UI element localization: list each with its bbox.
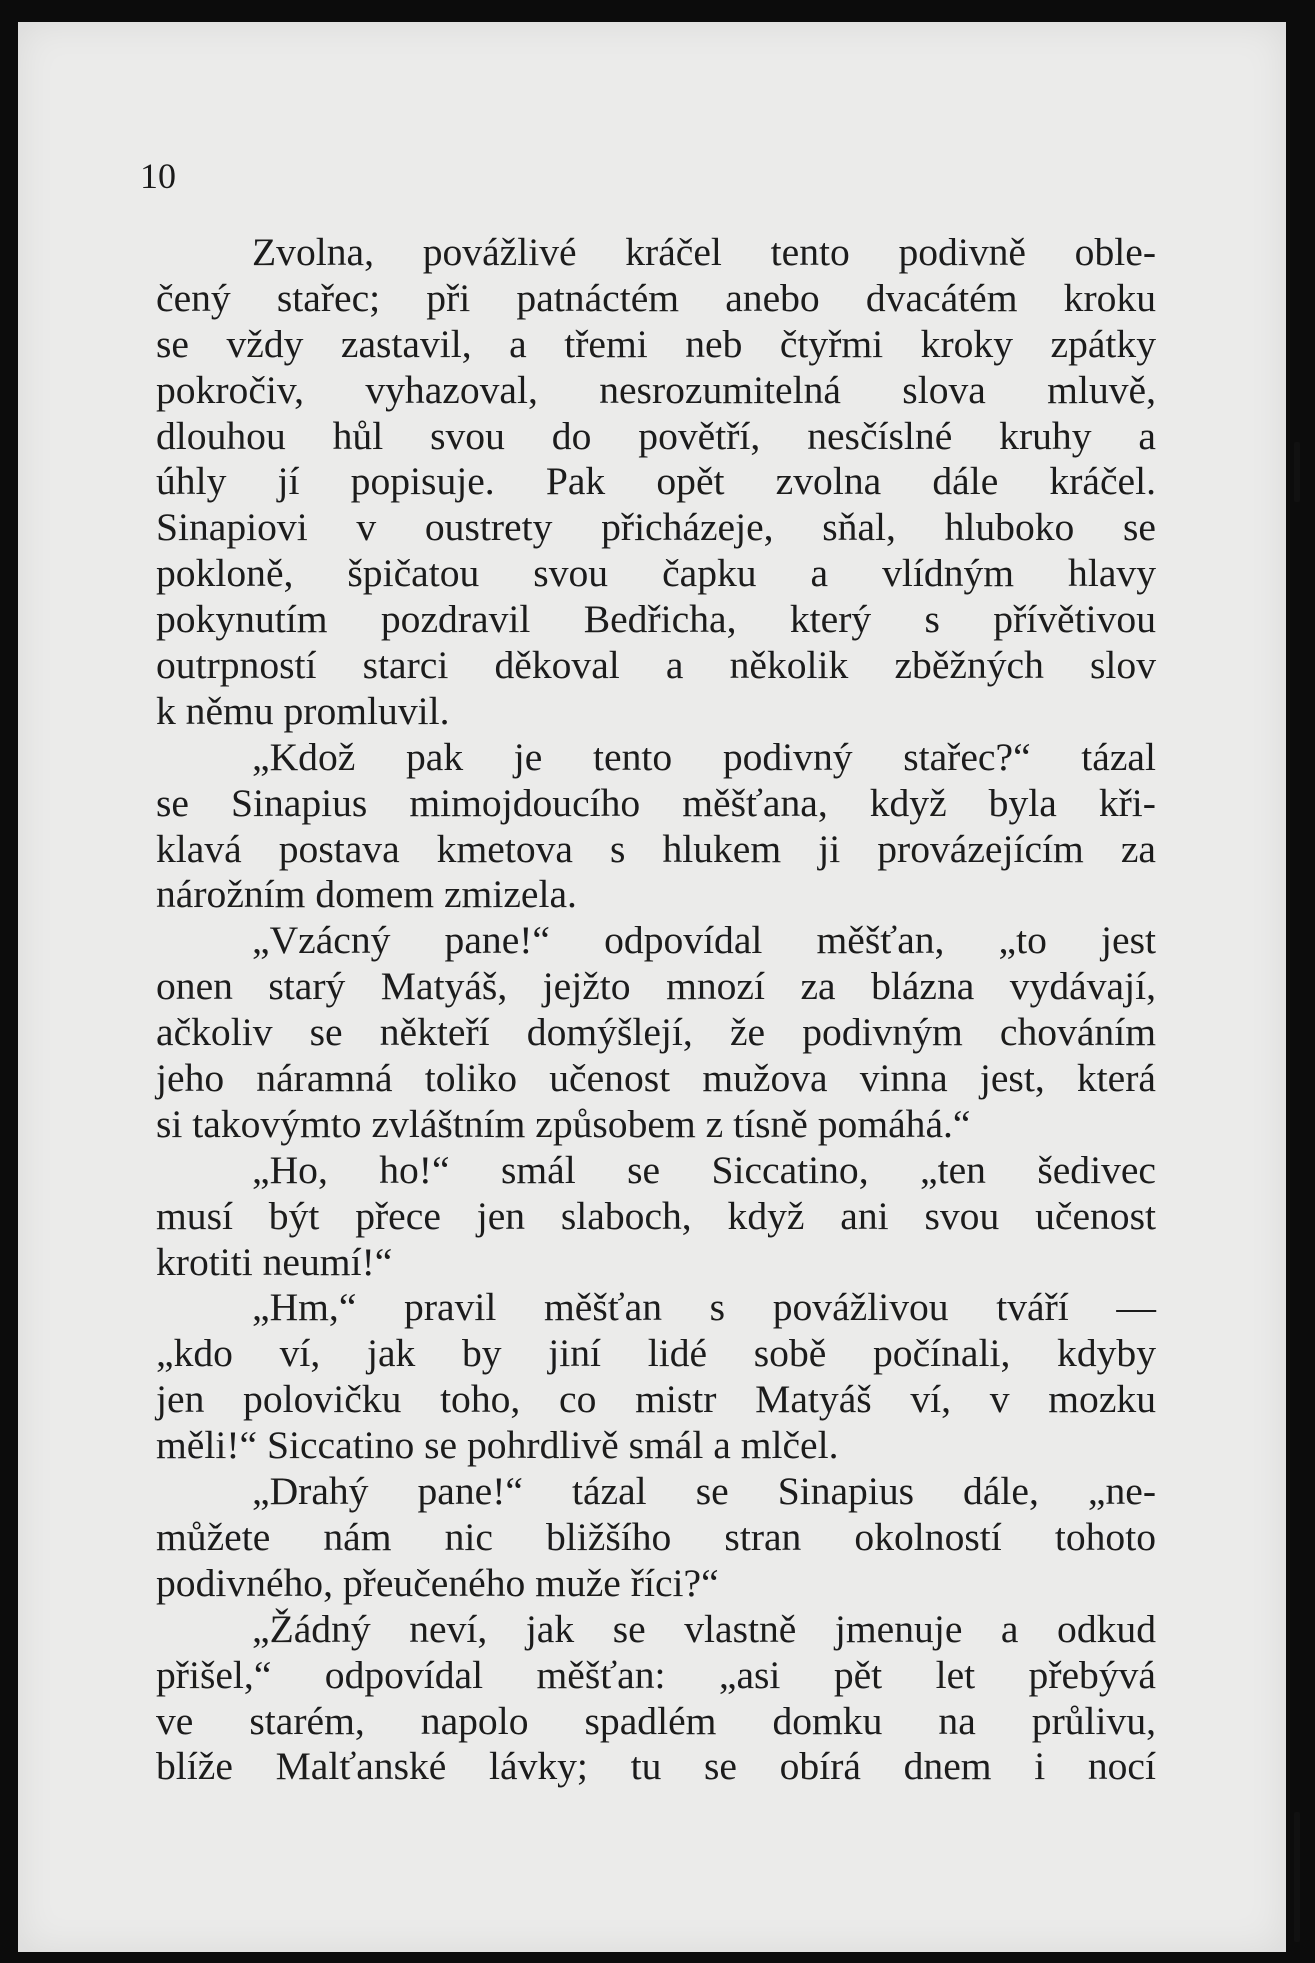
text-line: Zvolna, povážlivé kráčel tento podivně oble-: [252, 230, 1156, 274]
text-line: pokročiv, vyhazoval, nesrozumitelná slova mluvě,: [156, 367, 1156, 412]
text-line: „Žádný neví, jak se vlastně jmenuje a odkud: [252, 1606, 1156, 1651]
book-page: [18, 22, 1286, 1952]
text-line: podivného, přeučeného muže říci?“: [156, 1560, 719, 1605]
text-line: „Hm,“ pravil měšťan s povážlivou tváří —: [252, 1285, 1156, 1330]
body-text: [156, 230, 1156, 1790]
text-line: dlouhou hůl svou do povětří, nesčíslné kruhy a: [156, 413, 1156, 458]
text-line: pokynutím pozdravil Bedřicha, který s přívětivou: [156, 597, 1156, 642]
text-line: outrpností starci děkoval a několik zběžných slov: [156, 643, 1156, 688]
text-line: klavá postava kmetova s hlukem ji provázejícím za: [156, 826, 1156, 871]
text-line: „Drahý pane!“ tázal se Sinapius dále, „ne-: [252, 1469, 1156, 1514]
text-line: přišel,“ odpovídal měšťan: „asi pět let přebývá: [156, 1652, 1156, 1697]
text-line: ve starém, napolo spadlém domku na průlivu,: [156, 1698, 1156, 1743]
text-line: Sinapiovi v oustrety přicházeje, sňal, hluboko se: [156, 505, 1156, 550]
text-line: k němu promluvil.: [156, 688, 450, 733]
text-line: nárožním domem zmizela.: [156, 872, 577, 917]
text-line: „kdo ví, jak by jiní lidé sobě počínali, kdyby: [156, 1331, 1156, 1376]
page-edge-mark: [1294, 442, 1300, 502]
text-line: „Kdož pak je tento podivný stařec?“ tázal: [252, 734, 1156, 779]
text-line: ačkoliv se někteří domýšlejí, že podivným chováním: [156, 1010, 1156, 1055]
text-line: jen polovičku toho, co mistr Matyáš ví, v mozku: [156, 1377, 1156, 1422]
text-line: se Sinapius mimojdoucího měšťana, když byla kři-: [156, 780, 1156, 825]
text-line: můžete nám nic bližšího stran okolností tohoto: [156, 1514, 1156, 1559]
text-line: si takovýmto zvláštním způsobem z tísně pomáhá.“: [156, 1101, 971, 1146]
text-line: blíže Malťanské lávky; tu se obírá dnem i nocí: [156, 1744, 1156, 1789]
text-line: „Ho, ho!“ smál se Siccatino, „ten šedivec: [252, 1147, 1156, 1192]
text-line: onen starý Matyáš, jejžto mnozí za blázna vydávají,: [156, 964, 1156, 1009]
page-number: 10: [140, 156, 176, 196]
text-line: „Vzácný pane!“ odpovídal měšťan, „to jest: [252, 918, 1156, 963]
text-line: čený stařec; při patnáctém anebo dvacátém kroku: [156, 275, 1156, 320]
text-line: se vždy zastavil, a třemi neb čtyřmi kroky zpátky: [156, 321, 1156, 366]
text-line: pokloně, špičatou svou čapku a vlídným hlavy: [156, 551, 1156, 596]
text-line: jeho náramná toliko učenost mužova vinna jest, která: [156, 1056, 1156, 1101]
page-edge-mark: [1294, 1812, 1300, 1942]
text-line: měli!“ Siccatino se pohrdlivě smál a mlčel.: [156, 1423, 839, 1468]
text-line: musí být přece jen slaboch, když ani svou učenost: [156, 1193, 1156, 1238]
text-line: úhly jí popisuje. Pak opět zvolna dále kráčel.: [156, 459, 1156, 504]
text-line: krotiti neumí!“: [156, 1239, 393, 1284]
